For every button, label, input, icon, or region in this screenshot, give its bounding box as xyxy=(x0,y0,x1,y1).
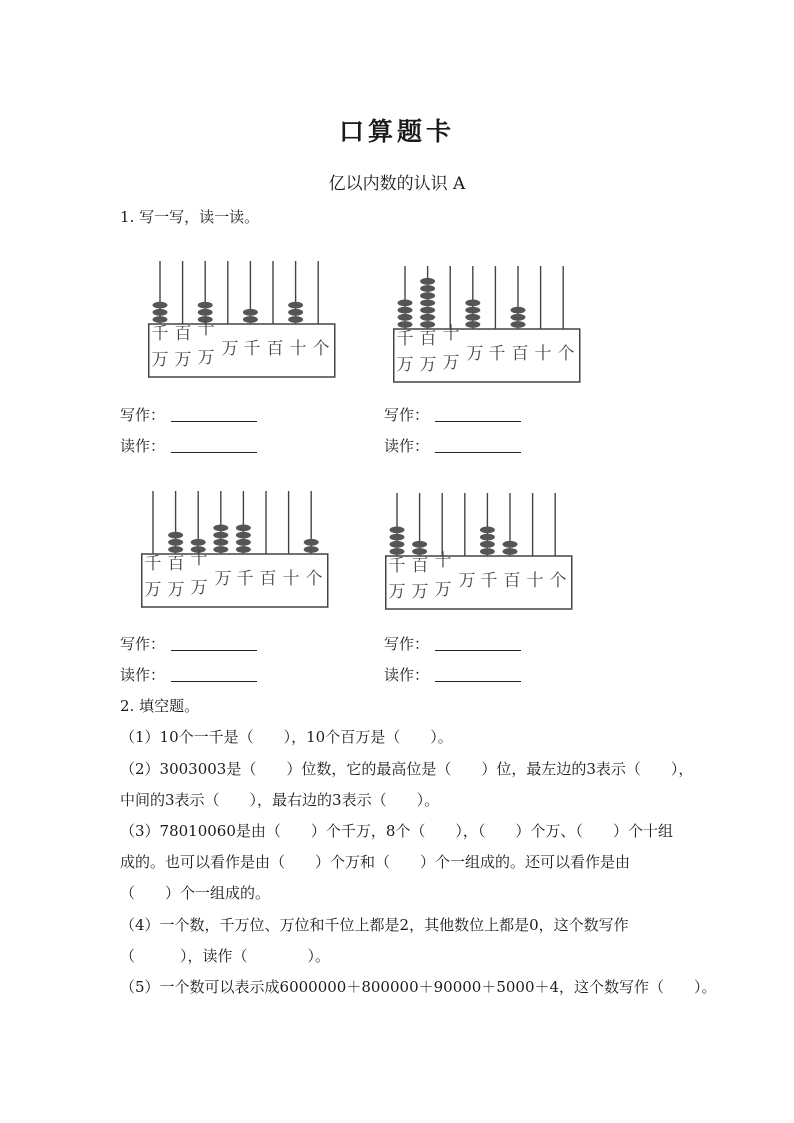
abacus-bead xyxy=(236,546,251,553)
abacus-bead xyxy=(213,539,228,546)
abacus-place-label: 万 xyxy=(214,569,232,589)
write-field-4[interactable]: 写作： xyxy=(384,633,521,654)
abacus-bead xyxy=(243,309,258,316)
abacus-bead xyxy=(213,546,228,553)
abacus-place-label: 十 xyxy=(289,339,307,359)
abacus-bead xyxy=(153,316,168,323)
abacus-bead xyxy=(465,307,480,314)
abacus-place-label: 千 xyxy=(480,571,498,591)
abacus-2 xyxy=(393,263,633,395)
abacus-place-label: 万 xyxy=(197,348,215,368)
abacus-bead xyxy=(390,534,405,541)
read-blank-3[interactable] xyxy=(171,667,257,682)
abacus-place-label: 百 xyxy=(411,556,429,576)
abacus-4 xyxy=(385,490,625,622)
abacus-place-label: 万 xyxy=(466,344,484,364)
abacus-bead xyxy=(288,302,303,309)
abacus-bead xyxy=(511,307,526,314)
abacus-place-label: 千 xyxy=(388,556,406,576)
abacus-bead xyxy=(288,309,303,316)
abacus-bead xyxy=(304,539,319,546)
abacus-place-label: 百 xyxy=(167,554,185,574)
abacus-bead xyxy=(213,525,228,532)
section-2-heading: 2. 填空题。 xyxy=(120,697,200,715)
read-field-3[interactable]: 读作： xyxy=(120,664,257,685)
abacus-place-label: 千 xyxy=(488,344,506,364)
abacus-1 xyxy=(148,258,388,390)
abacus-bead xyxy=(304,546,319,553)
abacus-place-label: 万 xyxy=(167,580,185,600)
abacus-bead xyxy=(420,321,435,328)
abacus-bead xyxy=(398,321,413,328)
abacus-place-label: 个 xyxy=(549,571,567,591)
abacus-bead xyxy=(236,539,251,546)
abacus-place-label: 千 xyxy=(236,569,254,589)
abacus-bead xyxy=(153,309,168,316)
write-field-1[interactable]: 写作： xyxy=(120,404,257,425)
abacus-bead xyxy=(511,321,526,328)
abacus-place-label: 万 xyxy=(458,571,476,591)
question-line: （ ）个一组成的。 xyxy=(120,884,271,902)
abacus-bead xyxy=(465,321,480,328)
abacus-bead xyxy=(465,314,480,321)
question-line: （1）10个一千是（ ），10个百万是（ ）。 xyxy=(120,728,453,746)
write-field-2[interactable]: 写作： xyxy=(384,404,521,425)
abacus-place-label: 十 xyxy=(190,549,208,569)
abacus-bead xyxy=(420,314,435,321)
abacus-place-label: 万 xyxy=(419,355,437,375)
abacus-bead xyxy=(480,548,495,555)
abacus-place-label: 百 xyxy=(419,329,437,349)
read-blank-4[interactable] xyxy=(435,667,521,682)
abacus-place-label: 万 xyxy=(174,350,192,370)
abacus-2-drawing xyxy=(393,263,633,395)
abacus-place-label: 百 xyxy=(511,344,529,364)
abacus-bead xyxy=(503,548,518,555)
abacus-place-label: 千 xyxy=(151,324,169,344)
write-blank-4[interactable] xyxy=(435,636,521,651)
abacus-place-label: 万 xyxy=(434,580,452,600)
abacus-bead xyxy=(398,314,413,321)
abacus-place-label: 十 xyxy=(197,319,215,339)
abacus-place-label: 千 xyxy=(144,554,162,574)
write-blank-3[interactable] xyxy=(171,636,257,651)
abacus-bead xyxy=(191,539,206,546)
read-field-2[interactable]: 读作： xyxy=(384,435,521,456)
abacus-bead xyxy=(412,548,427,555)
abacus-bead xyxy=(390,541,405,548)
abacus-bead xyxy=(390,527,405,534)
abacus-place-label: 万 xyxy=(221,339,239,359)
abacus-place-label: 十 xyxy=(526,571,544,591)
abacus-bead xyxy=(503,541,518,548)
abacus-bead xyxy=(398,300,413,307)
question-line: （ ），读作（ ）。 xyxy=(120,947,331,965)
abacus-bead xyxy=(168,532,183,539)
abacus-bead xyxy=(390,548,405,555)
abacus-place-label: 百 xyxy=(259,569,277,589)
abacus-bead xyxy=(153,302,168,309)
abacus-place-label: 十 xyxy=(434,551,452,571)
write-blank-2[interactable] xyxy=(435,407,521,422)
abacus-place-label: 十 xyxy=(534,344,552,364)
question-line: （2）3003003是（ ）位数，它的最高位是（ ）位，最左边的3表示（ ）， xyxy=(120,760,694,778)
abacus-place-label: 百 xyxy=(503,571,521,591)
page-title: 口算题卡 xyxy=(338,117,455,146)
abacus-place-label: 千 xyxy=(243,339,261,359)
abacus-1-drawing xyxy=(148,258,388,390)
question-line: 中间的3表示（ ），最右边的3表示（ ）。 xyxy=(120,791,440,809)
read-blank-2[interactable] xyxy=(435,438,521,453)
abacus-bead xyxy=(480,534,495,541)
question-line: 成的。也可以看作是由（ ）个万和（ ）个一组成的。还可以看作是由 xyxy=(120,853,631,871)
write-field-3[interactable]: 写作： xyxy=(120,633,257,654)
abacus-place-label: 个 xyxy=(305,569,323,589)
abacus-bead xyxy=(236,525,251,532)
abacus-bead xyxy=(420,292,435,299)
abacus-bead xyxy=(198,302,213,309)
question-line: （5）一个数可以表示成6000000＋800000＋90000＋5000＋4，这个数写作（ ）。 xyxy=(120,978,717,996)
abacus-place-label: 万 xyxy=(442,353,460,373)
abacus-place-label: 十 xyxy=(442,324,460,344)
page-subtitle: 亿以内数的认识 A xyxy=(328,174,466,194)
abacus-3-drawing xyxy=(141,488,381,620)
read-field-1[interactable]: 读作： xyxy=(120,435,257,456)
abacus-bead xyxy=(465,300,480,307)
abacus-bead xyxy=(198,309,213,316)
abacus-place-label: 百 xyxy=(174,324,192,344)
abacus-place-label: 万 xyxy=(151,350,169,370)
question-line: （4）一个数，千万位、万位和千位上都是2，其他数位上都是0，这个数写作 xyxy=(120,916,629,934)
abacus-bead xyxy=(420,307,435,314)
abacus-bead xyxy=(480,527,495,534)
abacus-bead xyxy=(288,316,303,323)
abacus-bead xyxy=(420,285,435,292)
abacus-place-label: 万 xyxy=(388,582,406,602)
abacus-bead xyxy=(168,539,183,546)
abacus-bead xyxy=(420,300,435,307)
abacus-place-label: 万 xyxy=(190,578,208,598)
read-field-4[interactable]: 读作： xyxy=(384,664,521,685)
abacus-place-label: 万 xyxy=(144,580,162,600)
write-blank-1[interactable] xyxy=(171,407,257,422)
abacus-bead xyxy=(168,546,183,553)
section-1-heading: 1. 写一写，读一读。 xyxy=(120,208,260,226)
abacus-bead xyxy=(420,278,435,285)
abacus-bead xyxy=(511,314,526,321)
abacus-bead xyxy=(398,307,413,314)
abacus-4-drawing xyxy=(385,490,625,622)
abacus-place-label: 万 xyxy=(411,582,429,602)
read-blank-1[interactable] xyxy=(171,438,257,453)
abacus-3 xyxy=(141,488,381,620)
abacus-bead xyxy=(243,316,258,323)
abacus-place-label: 千 xyxy=(396,329,414,349)
abacus-bead xyxy=(480,541,495,548)
abacus-bead xyxy=(213,532,228,539)
abacus-place-label: 个 xyxy=(312,339,330,359)
abacus-place-label: 万 xyxy=(396,355,414,375)
abacus-place-label: 个 xyxy=(557,344,575,364)
abacus-place-label: 百 xyxy=(266,339,284,359)
abacus-place-label: 十 xyxy=(282,569,300,589)
abacus-bead xyxy=(236,532,251,539)
abacus-bead xyxy=(412,541,427,548)
question-line: （3）78010060是由（ ）个千万，8个（ ），（ ）个万、（ ）个十组 xyxy=(120,822,673,840)
